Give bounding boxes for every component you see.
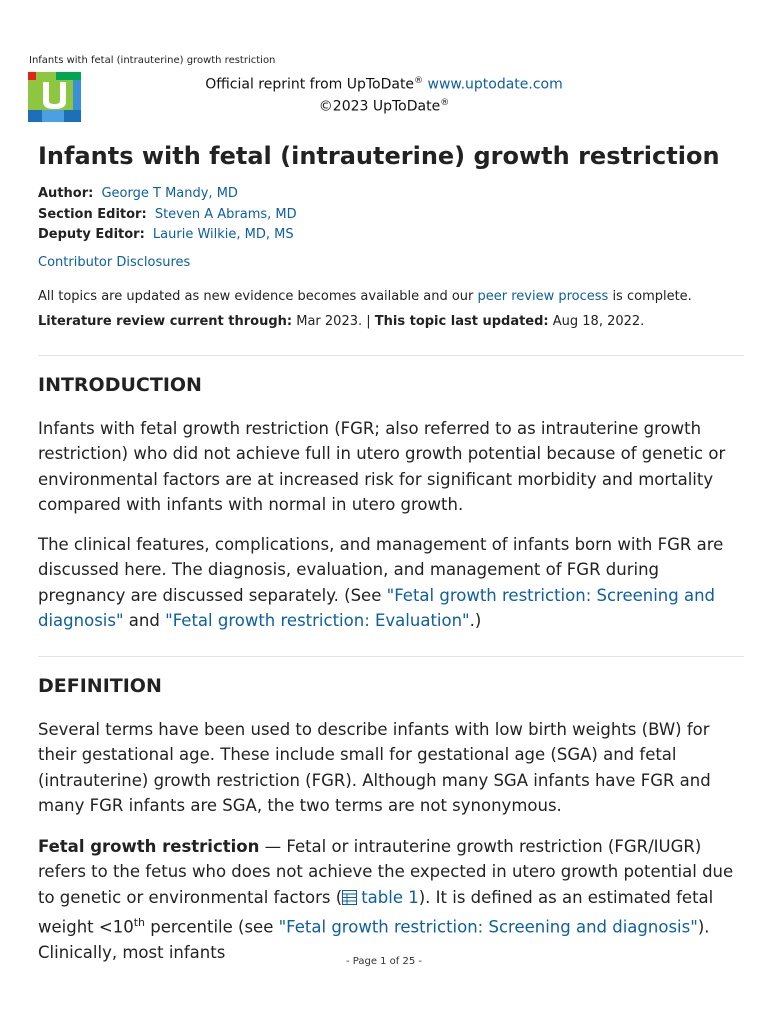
definition-paragraph-2 xyxy=(38,834,744,966)
section-editor-link[interactable]: Steven A Abrams, MD xyxy=(154,206,297,222)
def-p2-text-a: — Fetal or intrauterine growth restriction (FGR/IUGR) refers to the fetus who does not achieve the expected in utero growth potential due to genetic or environmental factors ( xyxy=(38,836,734,907)
print-header-title: Infants with fetal (intrauterine) growth restriction xyxy=(29,55,276,66)
deputy-editor-label: Deputy Editor: xyxy=(38,227,145,242)
article-authors xyxy=(38,184,744,246)
table-1-link[interactable] xyxy=(342,888,419,907)
divider xyxy=(38,355,744,356)
article-main xyxy=(38,138,744,966)
intro-p2-text-a: The clinical features, complications, and management of infants born with FGR are discussed here. The diagnosis, evaluation, and management of FGR during pregnancy are discussed separately. (See xyxy=(38,534,724,605)
reprint-notice xyxy=(0,72,768,115)
reprint-prefix: Official reprint from UpToDate xyxy=(205,76,415,93)
update-text-post: is complete. xyxy=(608,288,692,304)
author-link[interactable]: George T Mandy, MD xyxy=(101,186,238,201)
link-fgr-evaluation[interactable]: "Fetal growth restriction: Evaluation" xyxy=(165,611,470,630)
update-notice xyxy=(38,287,744,306)
review-dates xyxy=(38,314,744,329)
copyright-reg: ® xyxy=(440,97,450,108)
page-number: - Page 1 of 25 - xyxy=(345,956,423,967)
intro-p2-text-c: .) xyxy=(469,611,482,630)
uptodate-url-link[interactable]: www.uptodate.com xyxy=(427,76,563,93)
table-icon xyxy=(342,890,357,905)
section-heading-definition: DEFINITION xyxy=(38,674,162,697)
intro-paragraph-2 xyxy=(38,532,744,634)
contributor-disclosures-link[interactable]: Contributor Disclosures xyxy=(38,254,191,270)
def-p2-sup: th xyxy=(133,916,145,929)
table-1-label: table 1 xyxy=(361,887,419,907)
definition-paragraph-1: Several terms have been used to describe infants with low birth weights (BW) for their gestational age. These include small for gestational age (SGA) and fetal (intrauterine) growth restriction (FGR). Although many SGA infants have FGR and many FGR infants are SGA, the two terms are not synonymous. xyxy=(38,719,711,815)
link-fgr-screening[interactable]: "Fetal growth restriction: Screening and diagnosis" xyxy=(38,585,716,630)
link-fgr-screening-2[interactable]: "Fetal growth restriction: Screening and diagnosis" xyxy=(278,917,698,937)
author-label: Author: xyxy=(38,186,94,201)
def-p2-text-c: percentile (see xyxy=(145,917,279,937)
peer-review-link[interactable]: peer review process xyxy=(477,288,609,304)
def-p2-text-d: ). Clinically, most infants xyxy=(38,917,710,962)
intro-p2-text-b: and xyxy=(123,611,166,630)
divider xyxy=(38,656,744,657)
last-updated-value: Aug 18, 2022. xyxy=(548,313,645,329)
fgr-term: Fetal growth restriction xyxy=(38,836,260,856)
update-text-pre: All topics are updated as new evidence becomes available and our xyxy=(38,288,478,304)
deputy-editor-link[interactable]: Laurie Wilkie, MD, MS xyxy=(152,227,294,242)
reprint-reg: ® xyxy=(414,76,424,86)
page-title: Infants with fetal (intrauterine) growth restriction xyxy=(38,142,720,170)
lit-review-value: Mar 2023. | xyxy=(292,313,375,329)
copyright-text: ©2023 UpToDate xyxy=(318,98,441,115)
intro-paragraph-1: Infants with fetal growth restriction (FGR; also referred to as intrauterine growth restriction) who did not achieve full in utero growth potential because of genetic or environmental factors are at increased risk for significant morbidity and mortality compared with infants with normal in utero growth. xyxy=(38,418,726,514)
lit-review-label: Literature review current through: xyxy=(38,313,293,329)
section-heading-introduction: INTRODUCTION xyxy=(38,373,202,396)
section-editor-label: Section Editor: xyxy=(38,206,147,222)
def-p2-text-b: ). It is defined as an estimated fetal weight <10 xyxy=(38,887,714,937)
last-updated-label: This topic last updated: xyxy=(374,313,549,329)
